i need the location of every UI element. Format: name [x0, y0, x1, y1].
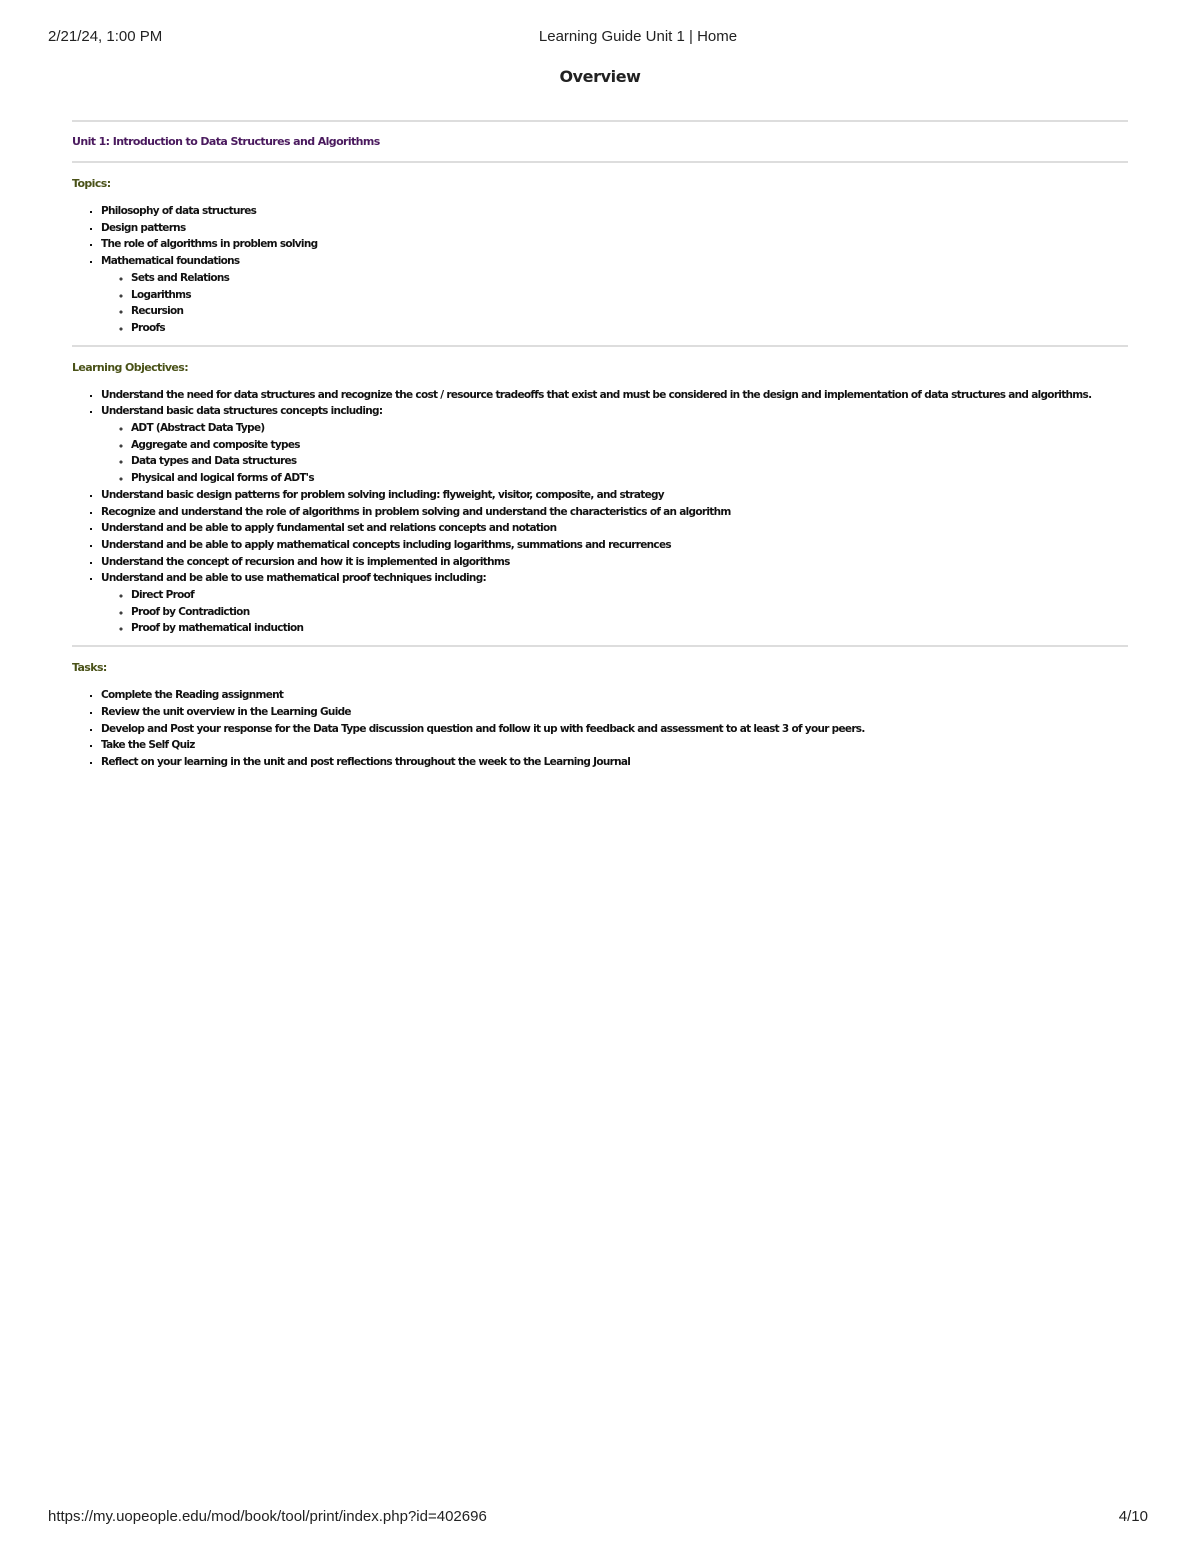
sub-list-item: ◦ Proofs — [131, 320, 1128, 337]
list-item-label: Understand basic data structures concepts including: — [101, 405, 383, 418]
objectives-heading: Learning Objectives: — [72, 360, 189, 374]
chapter-title: Overview — [559, 67, 641, 86]
print-page-number: 4/10 — [1118, 1508, 1148, 1525]
list-item — [101, 253, 1128, 337]
tasks-heading: Tasks: — [72, 661, 107, 675]
list-item-label: Mathematical foundations — [101, 255, 240, 268]
list-item: ▪ Understand and be able to apply mathematical concepts including logarithms, summations and recurrences — [101, 537, 1128, 554]
sub-list-item: ◦ Physical and logical forms of ADT's — [131, 470, 1128, 487]
print-page-title: Learning Guide Unit 1 | Home — [538, 28, 738, 45]
list-item: ▪ Design patterns — [101, 220, 1128, 237]
sub-list — [101, 587, 1128, 637]
list-item: ▪ Take the Self Quiz — [101, 737, 1128, 754]
divider — [72, 345, 1128, 347]
list-item — [101, 403, 1128, 487]
divider — [72, 120, 1128, 122]
unit-title: Unit 1: Introduction to Data Structures and Algorithms — [72, 135, 380, 148]
sub-list — [101, 420, 1128, 487]
tasks-list — [72, 687, 1128, 771]
sub-list-item: ◦ Proof by Contradiction — [131, 604, 1128, 621]
list-item: ▪ Understand and be able to apply fundamental set and relations concepts and notation — [101, 520, 1128, 537]
list-item: ▪ Understand the need for data structures and recognize the cost / resource tradeoffs that exist and must be considered in the design and implementation of data structures and algorithms. — [101, 387, 1128, 404]
topics-heading: Topics: — [72, 177, 111, 190]
divider — [72, 645, 1128, 647]
list-item: ▪ Recognize and understand the role of algorithms in problem solving and understand the characteristics of an algorithm — [101, 504, 1128, 521]
sub-list-item: ◦ Proof by mathematical induction — [131, 620, 1128, 637]
list-item: ▪ Reflect on your learning in the unit and post reflections throughout the week to the Learning Journal — [101, 754, 1128, 771]
objectives-list — [72, 387, 1128, 638]
sub-list — [101, 270, 1128, 337]
divider — [72, 161, 1128, 163]
print-footer — [48, 1508, 1148, 1528]
list-item: ▪ Philosophy of data structures — [101, 203, 1128, 220]
sub-list-item: ◦ Logarithms — [131, 287, 1128, 304]
list-item: ▪ Develop and Post your response for the Data Type discussion question and follow it up with feedback and assessment to at least 3 of your peers. — [101, 721, 1128, 738]
list-item: ▪ Complete the Reading assignment — [101, 687, 1128, 704]
print-header — [48, 28, 1148, 48]
topics-list — [72, 203, 1128, 337]
print-datetime: 2/21/24, 1:00 PM — [48, 28, 163, 45]
book-chapter-content — [72, 62, 1128, 779]
sub-list-item: ◦ Sets and Relations — [131, 270, 1128, 287]
sub-list-item: ◦ Direct Proof — [131, 587, 1128, 604]
list-item — [101, 570, 1128, 637]
list-item: ▪ Understand the concept of recursion and how it is implemented in algorithms — [101, 554, 1128, 571]
list-item-label: Understand and be able to use mathematical proof techniques including: — [101, 572, 487, 585]
list-item: ▪ Review the unit overview in the Learning Guide — [101, 704, 1128, 721]
list-item: ▪ Understand basic design patterns for problem solving including: flyweight, visitor, composite, and strategy — [101, 487, 1128, 504]
sub-list-item: ◦ Recursion — [131, 303, 1128, 320]
print-url[interactable]: https://my.uopeople.edu/mod/book/tool/print/index.php?id=402696 — [48, 1508, 487, 1525]
sub-list-item: ◦ Data types and Data structures — [131, 453, 1128, 470]
sub-list-item: ◦ ADT (Abstract Data Type) — [131, 420, 1128, 437]
list-item: ▪ The role of algorithms in problem solving — [101, 236, 1128, 253]
sub-list-item: ◦ Aggregate and composite types — [131, 437, 1128, 454]
